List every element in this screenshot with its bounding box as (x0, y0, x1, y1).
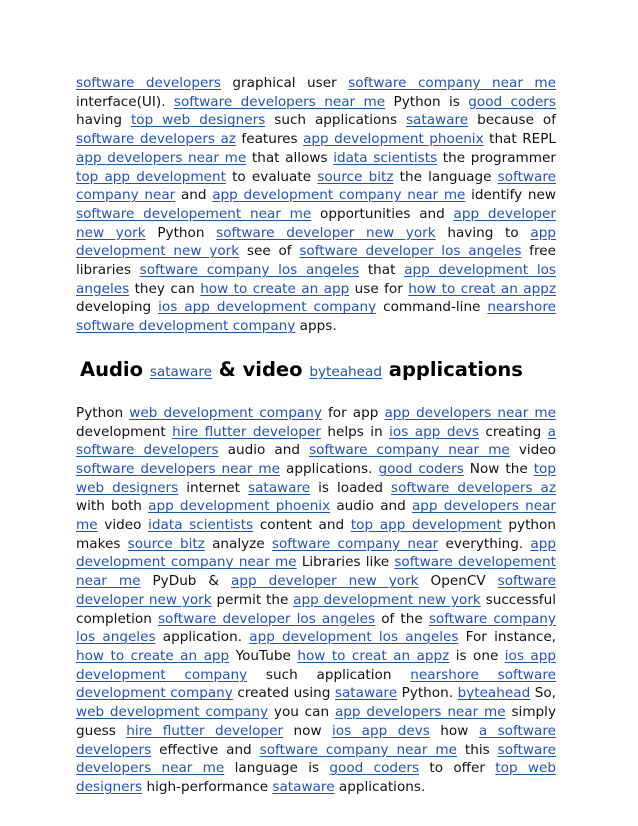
inline-link[interactable]: app developer new york (231, 573, 419, 590)
inline-link[interactable]: app development phoenix (148, 498, 331, 515)
text-run: interface(UI). (76, 93, 174, 110)
inline-link[interactable]: app development new york (76, 224, 556, 260)
text-run: OpenCV (418, 573, 498, 590)
text-run: For instance, (458, 629, 556, 646)
paragraph-audio-video (76, 404, 556, 797)
inline-link[interactable]: software company near (271, 535, 439, 552)
text-run: having (76, 112, 131, 129)
text-run: python makes (76, 517, 556, 552)
text-run: video (509, 442, 556, 459)
inline-link[interactable]: software developers near me (76, 741, 557, 777)
inline-link[interactable]: how to create an app (76, 647, 230, 664)
inline-link[interactable]: good coders (378, 460, 464, 477)
text-run: applications (382, 357, 523, 381)
text-run: graphical user (220, 75, 349, 91)
text-run: is one (449, 647, 505, 664)
text-run: apps. (295, 318, 337, 335)
text-run: that REPL (483, 131, 556, 148)
inline-link[interactable]: software developement near me (76, 205, 312, 222)
text-run: content and (253, 517, 351, 534)
inline-link[interactable]: app development company near me (76, 535, 556, 571)
text-run: Now the (463, 460, 534, 477)
text-run: Audio (80, 357, 150, 381)
text-run: audio and (330, 498, 412, 515)
inline-link[interactable]: byteahead (457, 685, 531, 702)
text-run: of the (375, 610, 429, 627)
text-run: they can (129, 280, 201, 297)
inline-link[interactable]: app developers near me (76, 149, 247, 166)
text-run: now (283, 722, 333, 739)
inline-link[interactable]: app development new york (293, 591, 481, 608)
inline-link[interactable]: ios app devs (389, 423, 479, 440)
inline-link[interactable]: ios app development company (158, 299, 377, 316)
text-run: because of (468, 112, 556, 129)
inline-link[interactable]: top web designers (130, 112, 266, 129)
inline-link[interactable]: software company near me (259, 741, 457, 758)
text-run: such applications (265, 112, 406, 129)
text-run: the language (393, 168, 498, 185)
text-run: video (97, 517, 149, 534)
inline-link[interactable]: idata scientists (148, 517, 254, 534)
text-run: developing (76, 299, 159, 316)
inline-link[interactable]: software developers near me (173, 93, 386, 110)
text-run: high-performance (142, 778, 273, 795)
text-run: helps in (320, 423, 390, 440)
inline-link[interactable]: a software developers (76, 722, 556, 758)
inline-link[interactable]: hire flutter developer (172, 423, 321, 440)
inline-link[interactable]: ios app devs (332, 722, 430, 739)
text-run: applications. (334, 778, 426, 795)
text-run: the programmer (437, 149, 556, 166)
inline-link[interactable]: byteahead (309, 363, 382, 380)
text-run: Python (76, 404, 130, 421)
inline-link[interactable]: software company los angeles (139, 262, 360, 279)
text-run: & video (212, 357, 310, 381)
inline-link[interactable]: top web designers (76, 460, 556, 496)
inline-link[interactable]: software company los angeles (76, 610, 556, 646)
inline-link[interactable]: good coders (329, 760, 420, 777)
inline-link[interactable]: ios app development company (76, 647, 556, 683)
text-run: to offer (419, 760, 496, 777)
inline-link[interactable]: sataware (334, 685, 398, 702)
inline-link[interactable]: sataware (149, 363, 212, 380)
text-run: command-line (376, 299, 488, 316)
inline-link[interactable]: app development los angeles (249, 629, 459, 646)
text-run: effective and (151, 741, 260, 758)
text-run: with both (76, 498, 149, 515)
inline-link[interactable]: sataware (272, 778, 335, 795)
text-run: see of (239, 243, 300, 260)
inline-link[interactable]: software company near (76, 168, 557, 204)
text-run: YouTube (229, 647, 298, 664)
inline-link[interactable]: software company near me (309, 442, 510, 459)
inline-link[interactable]: how to create an app (200, 280, 350, 297)
inline-link[interactable]: software developer los angeles (157, 610, 376, 627)
text-run: language is (224, 760, 330, 777)
paragraph-intro (76, 74, 556, 336)
inline-link[interactable]: sataware (247, 479, 311, 496)
text-run: how (429, 722, 479, 739)
text-run: and (175, 187, 213, 204)
inline-link[interactable]: software developers near me (76, 460, 281, 477)
inline-link[interactable]: web development company (76, 704, 269, 721)
text-run: So, (530, 685, 556, 702)
text-run: that (359, 262, 405, 279)
inline-link[interactable]: software developer new york (216, 224, 436, 241)
text-run: that allows (246, 149, 334, 166)
text-run: Libraries like (296, 554, 395, 571)
text-run: for app (321, 404, 385, 421)
inline-link[interactable]: app developers near me (334, 704, 506, 721)
inline-link[interactable]: app development phoenix (303, 131, 484, 148)
inline-link[interactable]: source bitz (317, 168, 394, 185)
text-run: such application (247, 666, 411, 683)
inline-link[interactable]: software developer new york (76, 573, 557, 608)
text-run: application. (155, 629, 250, 646)
text-run: Python. (397, 685, 458, 702)
text-run: this (456, 741, 498, 758)
inline-link[interactable]: top web designers (76, 760, 556, 795)
text-run: created using (232, 685, 335, 702)
inline-link[interactable]: nearshore software development company (76, 666, 556, 702)
text-run: Python (145, 224, 217, 241)
inline-link[interactable]: a software developers (76, 423, 557, 459)
inline-link[interactable]: how to creat an appz (408, 280, 556, 297)
inline-link[interactable]: sataware (405, 112, 469, 129)
inline-link[interactable]: app developers near me (76, 498, 556, 534)
inline-link[interactable]: web development company (129, 404, 322, 421)
inline-link[interactable]: nearshore software development company (76, 299, 556, 335)
inline-link[interactable]: idata scientists (333, 149, 438, 166)
document-page (76, 74, 556, 797)
inline-link[interactable]: software company near me (348, 75, 556, 91)
text-run: successful completion (76, 591, 556, 627)
text-run: development (76, 423, 173, 440)
text-run: identify new (465, 187, 556, 204)
inline-link[interactable]: top app development (350, 517, 502, 534)
text-run: Python is (385, 93, 469, 110)
inline-link[interactable]: good coders (468, 93, 556, 110)
inline-link[interactable]: software developers az (76, 131, 236, 148)
inline-link[interactable]: app development company near me (212, 187, 466, 204)
text-run: you can (268, 704, 335, 721)
text-run: use for (349, 280, 409, 297)
inline-link[interactable]: hire flutter developer (126, 722, 284, 739)
text-run: creating (478, 423, 548, 440)
inline-link[interactable]: software developement near me (76, 554, 556, 590)
text-run: opportunities and (311, 205, 454, 222)
inline-link[interactable]: software developer los angeles (299, 243, 522, 260)
text-run: having to (435, 224, 531, 241)
text-run: simply guess (76, 704, 557, 739)
text-run: to evaluate (225, 168, 318, 185)
inline-link[interactable]: software developers (76, 75, 221, 91)
text-run: free libraries (76, 243, 556, 279)
text-run: analyze (204, 535, 272, 552)
text-run: permit the (211, 591, 294, 608)
text-run: PyDub & (140, 573, 232, 590)
section-heading (80, 357, 556, 385)
inline-link[interactable]: app developer new york (76, 205, 556, 241)
inline-link[interactable]: software developers az (391, 479, 556, 496)
text-run: audio and (218, 442, 310, 459)
text-run: everything. (438, 535, 531, 552)
inline-link[interactable]: app development los angeles (76, 262, 556, 297)
inline-link[interactable]: app developers near me (384, 404, 556, 421)
text-run: internet (178, 479, 248, 496)
inline-link[interactable]: source bitz (127, 535, 205, 552)
text-run: is loaded (310, 479, 392, 496)
text-run: features (235, 131, 304, 148)
inline-link[interactable]: top app development (76, 168, 226, 185)
text-run: applications. (280, 460, 379, 477)
inline-link[interactable]: how to creat an appz (297, 647, 450, 664)
